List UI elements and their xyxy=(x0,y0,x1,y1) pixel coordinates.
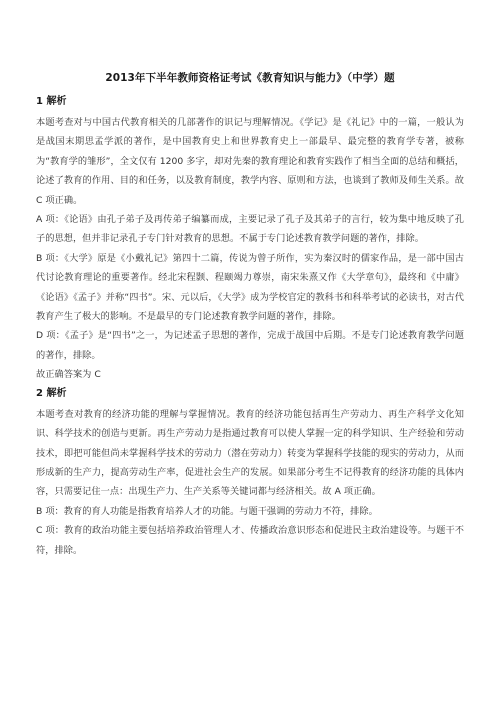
document-title: 2013年下半年教师资格证考试《教育知识与能力》（中学）题 xyxy=(105,72,395,84)
section-1-answer: 故正确答案为 C xyxy=(36,369,101,381)
section-1-paragraph-intro: 本题考查对与中国古代教育相关的几部著作的识记与理解情况。《学记》是《礼记》中的一篇，一般认为是战国末期思孟学派的著作，是中国教育史上和世界教育史上一部最早、最完整的教育学专著，被称为“教育学的雏形”，全文仅有 1200 多字，却对先秦的教育理论和教育实践作了相当全面的总结和概括，论述了教育的作用、目的和任务，以及教育制度，教学内容、原则和方法，也谈到了教师及师生关系。故 C 项正确。 xyxy=(36,117,464,206)
section-2-paragraph-intro: 本题考查对教育的经济功能的理解与掌握情况。教育的经济功能包括再生产劳动力、再生产科学文化知识、科学技术的创造与更新。再生产劳动力是指通过教育可以使人掌握一定的科学知识、生产经验和劳动技术，即把可能但尚未掌握科学技术的劳动力（潜在劳动力）转变为掌握科学技能的现实的劳动力，从而形成新的生产力，提高劳动生产率，促进社会生产的发展。如果部分考生不记得教育的经济功能的具体内容，只需要记住一点：出现生产力、生产关系等关键词都与经济相关。故 A 项正确。 xyxy=(36,408,464,498)
section-1-paragraph-option-b: B 项：《大学》原是《小戴礼记》第四十二篇，传说为曾子所作，实为秦汉时的儒家作品，是一部中国古代讨论教育理论的重要著作。经北宋程颢、程颐竭力尊崇，南宋朱熹又作《大学章句》，最终和《中庸》《论语》《孟子》并称“四书”。宋、元以后，《大学》成为学校官定的教科书和科举考试的必读书，对古代教育产生了极大的影响。不是最早的专门论述教育教学问题的著作，排除。 xyxy=(36,252,464,323)
section-2 xyxy=(36,387,464,560)
section-1-paragraph-option-a: A 项：《论语》由孔子弟子及再传弟子编纂而成，主要记录了孔子及其弟子的言行，较为集中地反映了孔子的思想，但并非记录孔子专门针对教育的思想。不属于专门论述教育教学问题的著作，排除。 xyxy=(36,214,464,245)
section-1 xyxy=(36,95,464,385)
section-2-paragraph-option-b: B 项：教育的育人功能是指教育培养人才的功能。与题干强调的劳动力不符，排除。 xyxy=(36,505,378,517)
section-2-paragraph-option-c: C 项：教育的政治功能主要包括培养政治管理人才、传播政治意识形态和促进民主政治建设等。与题干不符，排除。 xyxy=(36,525,464,556)
section-1-heading: 1 解析 xyxy=(36,96,67,107)
section-1-paragraph-option-d: D 项：《孟子》是“四书”之一，为记述孟子思想的著作，完成于战国中后期。不是专门论述教育教学问题的著作，排除。 xyxy=(36,330,464,361)
section-2-heading: 2 解析 xyxy=(36,387,67,399)
